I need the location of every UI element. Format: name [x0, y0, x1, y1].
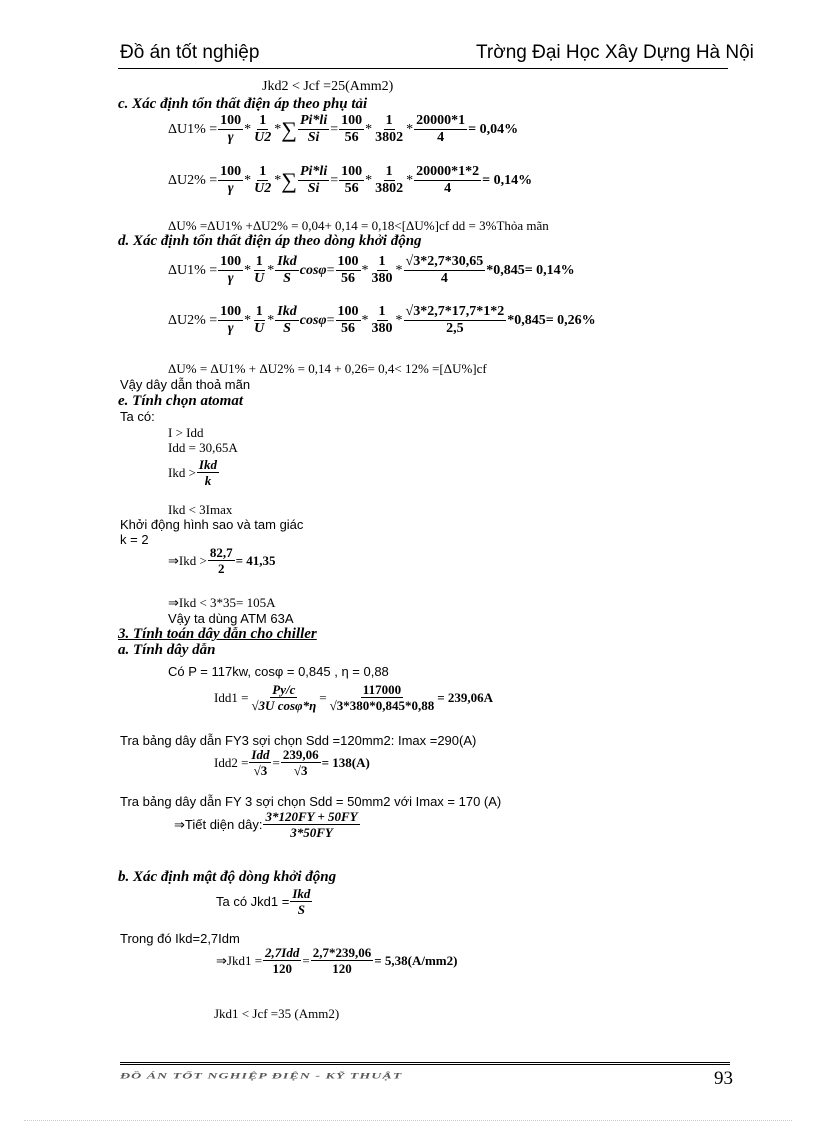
line-jkd1: Jkd1 < Jcf =35 (Amm2)	[214, 1006, 340, 1021]
header-rule	[118, 68, 728, 69]
fraction: $\frac{1}{3802}$	[375, 164, 404, 196]
formula-result: = 239,06A	[437, 690, 494, 705]
line-trong-do: Trong đó Ikd=2,7Idm	[120, 931, 240, 946]
fraction: $\frac{100}{\gamma}$	[220, 164, 242, 196]
fraction: $\frac{\text{Ikd}}{S}$	[292, 886, 311, 917]
footer-text: ĐỒ ÁN TỐT NGHIỆP ĐIỆN - KỸ THUẬT	[120, 1072, 403, 1081]
line-i-idd: I > Idd	[168, 425, 204, 440]
fraction: $\frac{1}{U2}$	[254, 164, 272, 196]
fraction: $\frac{√3*2,7*30,65}{4}$	[405, 254, 484, 286]
formula-result: = 0,14%	[482, 172, 533, 188]
line-params: Có P = 117kw, cosφ = 0,845 , η = 0,88	[168, 664, 389, 679]
fraction: $\frac{\text{Idd}}{√3}$	[251, 747, 270, 778]
cos-phi: cosφ	[299, 312, 327, 328]
fraction: $\frac{1}{U}$	[254, 254, 265, 286]
page-number: 93	[714, 1068, 733, 1089]
formula-result: = 41,35	[235, 553, 276, 568]
fraction: $\frac{1}{U2}$	[254, 113, 272, 145]
formula-lhs: ⇒Tiết diện dây:	[174, 817, 263, 832]
fraction: $\frac{117000}{√3*380*0,845*0,88}$	[329, 682, 435, 713]
formula-lhs: ⇒Ikd >	[168, 553, 207, 568]
fraction: $\frac{100}{56}$	[341, 113, 363, 145]
formula-result: = 0,04%	[468, 121, 519, 137]
formula-lhs: Ikd >	[168, 465, 196, 480]
formula-lhs: Idd1 =	[214, 690, 249, 705]
formula-ikd-calc	[168, 546, 275, 575]
fraction: $\frac{1}{380}$	[371, 304, 393, 336]
heading-3: 3. Tính toán dây dẫn cho chiller	[118, 626, 317, 642]
line-atm: Vậy ta dùng ATM 63A	[168, 611, 294, 626]
fraction: $\frac{100}{\gamma}$	[220, 254, 242, 286]
line-du-total-1: ΔU% =ΔU1% +ΔU2% = 0,04+ 0,14 = 0,18<[ΔU%]cf dd = 3%Thỏa mãn	[168, 218, 549, 233]
line-ikd-max: Ikd < 3Imax	[168, 502, 233, 517]
formula-lhs: ⇒Jkd1 =	[216, 953, 263, 968]
fraction: $\frac{100}{56}$	[341, 164, 363, 196]
formula-result: = 138(A)	[321, 755, 370, 770]
formula-du2: ΔU2% = $\frac{100}{\gamma}$ * $\frac{1}{U2}$ * ∑ $\frac{Pi*li}{Si}$ = $\frac{100}{56}$ * $\frac{1}{3802}$ * $\frac{20000*1*2}{4}$ = 0,14%	[168, 164, 533, 196]
formula-idd1: Idd1 = $\frac{Py/c}{\text{√3U cosφ*η}}$ = $\frac{117000}{√3*380*0,845*0,88}$ = 239,06A	[214, 682, 494, 713]
sigma-symbol: ∑	[281, 116, 297, 142]
fraction: $\frac{3*120FY + 50FY}{3*50FY}$	[265, 809, 358, 840]
fraction: $\frac{1}{3802}$	[375, 113, 404, 145]
heading-d: d. Xác định tổn thất điện áp theo dòng khởi động	[118, 233, 422, 249]
fraction: $\frac{\text{Ikd}}{k}$	[198, 457, 217, 488]
fraction: $\frac{√3*2,7*17,7*1*2}{2,5}$	[405, 304, 505, 336]
page-edge	[24, 1120, 792, 1121]
line-table-1: Tra bảng dây dẫn FY3 sợi chọn Sdd =120mm2: Imax =290(A)	[120, 733, 477, 748]
fraction: $\frac{100}{56}$	[337, 304, 359, 336]
formula-lhs: ΔU1% =	[168, 262, 218, 278]
heading-c: c. Xác định tổn thất điện áp theo phụ tải	[118, 96, 368, 112]
formula-lhs: Idd2 =	[214, 755, 249, 770]
header-left: Đồ án tốt nghiệp	[120, 42, 260, 63]
line-jkd2: Jkd2 < Jcf =25(Amm2)	[262, 79, 394, 94]
formula-result: = 0,26%	[545, 312, 596, 328]
fraction: $\frac{1}{380}$	[371, 254, 393, 286]
formula-ikd	[168, 458, 220, 487]
fraction: $\frac{Pi*li}{Si}$	[299, 113, 328, 145]
formula-lhs: ΔU1% =	[168, 121, 218, 137]
line-ta-co: Ta có:	[120, 409, 155, 424]
formula-du1-start: ΔU1% = $\frac{100}{\gamma}$ * $\frac{1}{U}$ * $\frac{\text{Ikd}}{S}$ cosφ = $\frac{100}{56}$ * $\frac{1}{380}$ * $\frac{√3*2,7*30,65}{4}$ *0,845 = 0,14%	[168, 254, 575, 286]
formula-lhs: ΔU2% =	[168, 312, 218, 328]
formula-lhs: ΔU2% =	[168, 172, 218, 188]
line-conclusion-1: Vậy dây dẫn thoả mãn	[120, 377, 251, 392]
fraction: $\frac{1}{U}$	[254, 304, 265, 336]
heading-b: b. Xác định mật độ dòng khởi động	[118, 869, 337, 885]
fraction: $\frac{239,06}{√3}$	[282, 747, 319, 778]
line-table-2: Tra bảng dây dẫn FY 3 sợi chọn Sdd = 50mm2 với Imax = 170 (A)	[120, 794, 502, 809]
sigma-symbol: ∑	[281, 167, 297, 193]
formula-lhs: Ta có Jkd1 =	[216, 894, 290, 909]
fraction: $\frac{\text{Ikd}}{S}$	[277, 254, 297, 286]
formula-cross-section	[174, 810, 361, 839]
factor: *0,845	[507, 312, 546, 328]
formula-du2-start: ΔU2% = $\frac{100}{\gamma}$ * $\frac{1}{U}$ * $\frac{\text{Ikd}}{S}$ cosφ = $\frac{100}{56}$ * $\frac{1}{380}$ * $\frac{√3*2,7*17,7*1*2}{2,5}$ *0,845 = 0,26%	[168, 304, 596, 336]
line-k: k = 2	[120, 532, 149, 547]
header-right: Trờng Đại Học Xây Dựng Hà Nội	[476, 42, 754, 63]
formula-result: = 0,14%	[524, 262, 575, 278]
factor: *0,845	[486, 262, 525, 278]
line-start-mode: Khởi động hình sao và tam giác	[120, 517, 304, 532]
line-ikd-limit: ⇒Ikd < 3*35= 105A	[168, 595, 276, 610]
fraction: $\frac{100}{\gamma}$	[220, 113, 242, 145]
formula-result: = 5,38(A/mm2)	[374, 953, 458, 968]
line-idd: Idd = 30,65A	[168, 440, 238, 455]
fraction: $\frac{\text{Ikd}}{S}$	[277, 304, 297, 336]
formula-jkd1: ⇒Jkd1 = $\frac{\text{2,7Idd}}{120}$ = $\frac{2,7*239,06}{120}$ = 5,38(A/mm2)	[216, 945, 458, 976]
fraction: $\frac{100}{56}$	[337, 254, 359, 286]
line-du-total-2: ΔU% = ΔU1% + ΔU2% = 0,14 + 0,26= 0,4< 12% =[ΔU%]cf	[168, 361, 487, 376]
footer-rule	[120, 1062, 730, 1065]
fraction: $\frac{20000*1*2}{4}$	[416, 164, 480, 196]
fraction: $\frac{82,7}{2}$	[209, 545, 233, 576]
formula-du1: ΔU1% = $\frac{100}{\gamma}$ * $\frac{1}{U2}$ * ∑ $\frac{Pi*li}{Si}$ = $\frac{100}{56}$ * $\frac{1}{3802}$ * $\frac{20000*1}{4}$ = 0,04%	[168, 113, 519, 145]
fraction: $\frac{100}{\gamma}$	[220, 304, 242, 336]
fraction: $\frac{Pi*li}{Si}$	[299, 164, 328, 196]
heading-a: a. Tính dây dẫn	[118, 642, 216, 658]
formula-jkd	[216, 887, 313, 916]
fraction: $\frac{\text{2,7Idd}}{120}$	[265, 945, 300, 976]
cos-phi: cosφ	[299, 262, 327, 278]
fraction: $\frac{2,7*239,06}{120}$	[312, 945, 372, 976]
fraction: $\frac{Py/c}{\text{√3U cosφ*η}}$	[251, 682, 317, 713]
fraction: $\frac{20000*1}{4}$	[416, 113, 466, 145]
heading-e: e. Tính chọn atomat	[118, 393, 244, 409]
formula-idd2: Idd2 = $\frac{\text{Idd}}{√3}$ = $\frac{239,06}{√3}$ = 138(A)	[214, 747, 370, 778]
